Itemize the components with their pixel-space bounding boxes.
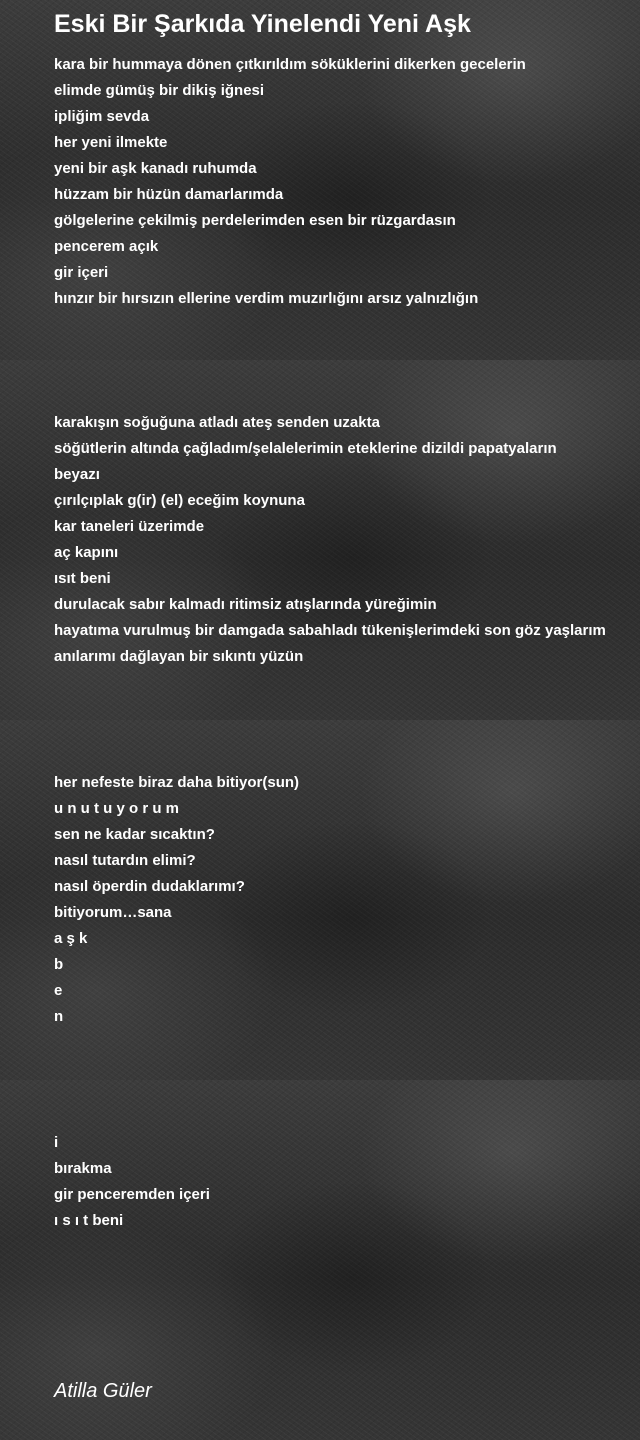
- poem-line: anılarımı dağlayan bir sıkıntı yüzün: [54, 648, 304, 665]
- poem-line: nasıl öperdin dudaklarımı?: [54, 878, 245, 895]
- poem-line: b: [54, 956, 64, 973]
- poem-line: gölgelerine çekilmiş perdelerimden esen bir rüzgardasın: [54, 212, 456, 229]
- poem-panel-4: [0, 1080, 640, 1440]
- poem-line: kara bir hummaya dönen çıtkırıldım söküklerini dikerken gecelerin: [54, 56, 526, 73]
- poem-line: karakışın soğuğuna atladı ateş senden uzakta: [54, 414, 380, 431]
- stanza-1: [54, 52, 526, 312]
- poem-line: e: [54, 982, 63, 999]
- poem-line: gir içeri: [54, 264, 109, 281]
- stanza-2: [54, 410, 606, 670]
- poem-line: hınzır bir hırsızın ellerine verdim muzırlığını arsız yalnızlığın: [54, 290, 479, 307]
- poem-line: bırakma: [54, 1160, 112, 1177]
- poem-line: aç kapını: [54, 544, 119, 561]
- poem-line: a ş k: [54, 930, 88, 947]
- poem-line: n: [54, 1008, 64, 1025]
- poem-line: hayatıma vurulmuş bir damgada sabahladı tükenişlerimdeki son göz yaşlarım: [54, 622, 606, 639]
- poem-line: sen ne kadar sıcaktın?: [54, 826, 215, 843]
- poem-line: durulacak sabır kalmadı ritimsiz atışlarında yüreğimin: [54, 596, 437, 613]
- stanza-3: [54, 770, 299, 1030]
- poem-line: ısıt beni: [54, 570, 111, 587]
- poem-author: Atilla Güler: [54, 1380, 152, 1402]
- poem-panel-3: [0, 720, 640, 1080]
- poem-title: Eski Bir Şarkıda Yinelendi Yeni Aşk: [54, 10, 471, 38]
- poem-line: bitiyorum…sana: [54, 904, 172, 921]
- poem-line: nasıl tutardın elimi?: [54, 852, 196, 869]
- poem-line: ı s ı t beni: [54, 1212, 124, 1229]
- poem-line: gir penceremden içeri: [54, 1186, 210, 1203]
- poem-line: elimde gümüş bir dikiş iğnesi: [54, 82, 265, 99]
- stanza-4: [54, 1130, 210, 1234]
- poem-line: pencerem açık: [54, 238, 159, 255]
- poem-panel-1: [0, 0, 640, 360]
- poem-line: her yeni ilmekte: [54, 134, 168, 151]
- poem-line: u n u t u y o r u m: [54, 800, 179, 817]
- poem-line: kar taneleri üzerimde: [54, 518, 205, 535]
- poem-line: söğütlerin altında çağladım/şelalelerimin eteklerine dizildi papatyaların: [54, 440, 557, 457]
- poem-panel-2: [0, 360, 640, 720]
- poem-line: ipliğim sevda: [54, 108, 150, 125]
- poem-line: her nefeste biraz daha bitiyor(sun): [54, 774, 300, 791]
- poem-line: yeni bir aşk kanadı ruhumda: [54, 160, 257, 177]
- poem-line: çırılçıplak g(ir) (el) eceğim koynuna: [54, 492, 305, 509]
- poem-line: hüzzam bir hüzün damarlarımda: [54, 186, 284, 203]
- poem-line: i: [54, 1134, 59, 1151]
- poem-line: beyazı: [54, 466, 100, 483]
